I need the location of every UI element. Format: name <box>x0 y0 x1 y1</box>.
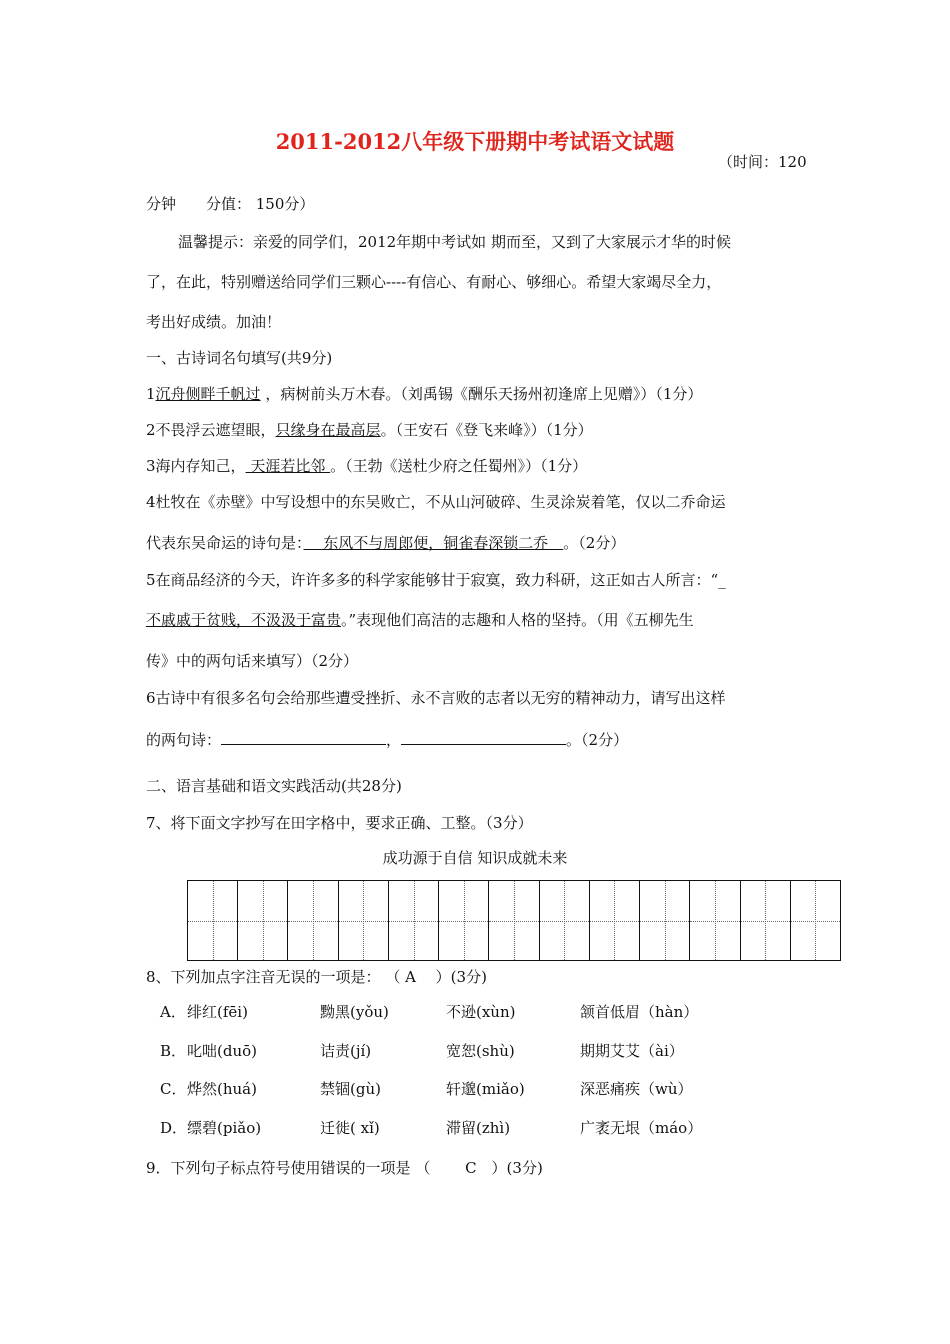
grid-cell[interactable] <box>288 881 338 960</box>
option-b-item-4: 期期艾艾（ài） <box>580 1042 684 1060</box>
option-c-item-2: 禁锢(gù) <box>320 1080 381 1098</box>
q5-answer: 不戚戚于贫贱，不汲汲于富贵 <box>146 611 342 629</box>
grid-cell[interactable] <box>741 881 791 960</box>
q1-number: 1 <box>146 385 156 403</box>
option-d-item-4: 广袤无垠（máo） <box>580 1119 703 1137</box>
q6-blank-1[interactable] <box>221 729 386 745</box>
question-4-line-2 <box>146 533 625 553</box>
grid-cell[interactable] <box>690 881 740 960</box>
q4-text: 。（2分） <box>563 534 626 552</box>
grid-cell[interactable] <box>439 881 489 960</box>
option-a-item-3: 不逊(xùn) <box>446 1003 516 1021</box>
q3-text: 。（王勃《送杜少府之任蜀州》）（1分） <box>330 457 588 475</box>
question-5-line-3: 传》中的两句话来填写）（2分） <box>146 652 359 670</box>
q2-prefix: 2不畏浮云遮望眼， <box>146 421 276 439</box>
copy-text: 成功源于自信 知识成就未来 <box>382 849 568 867</box>
section-2-heading: 二、语言基础和语文实践活动(共28分) <box>146 777 402 795</box>
option-c-label: C． <box>160 1080 187 1098</box>
option-d-item-2: 迁徙( xǐ) <box>320 1119 380 1137</box>
option-b-label: B． <box>160 1042 187 1060</box>
question-5-line-1: 5在商品经济的今天，许许多多的科学家能够甘于寂寞，致力科研，这正如古人所言：“_ <box>146 571 726 589</box>
grid-cell[interactable] <box>640 881 690 960</box>
grid-cell[interactable] <box>791 881 840 960</box>
question-6-line-2 <box>146 729 628 750</box>
section-1-heading: 一、古诗词名句填写(共9分) <box>146 349 333 367</box>
option-d-label: D． <box>160 1119 188 1137</box>
score-note: 分钟 分值： 150分） <box>146 195 315 213</box>
tip-line-2: 了，在此，特别赠送给同学们三颗心----有信心、有耐心、够细心。希望大家竭尽全力， <box>146 273 722 291</box>
question-6-line-1: 6古诗中有很多名句会给那些遭受挫折、永不言败的志者以无穷的精神动力，请写出这样 <box>146 689 726 707</box>
question-5-line-2 <box>146 610 694 630</box>
option-a-item-4: 颔首低眉（hàn） <box>580 1003 699 1021</box>
writing-grid[interactable] <box>187 880 841 961</box>
option-d-item-3: 滞留(zhì) <box>446 1119 511 1137</box>
grid-cell[interactable] <box>188 881 238 960</box>
option-c-item-4: 深恶痛疾（wù） <box>580 1080 693 1098</box>
option-a-item-1: 绯红(fēi) <box>187 1003 248 1021</box>
q3-prefix: 3海内存知己， <box>146 457 246 475</box>
q4-prefix: 代表东吴命运的诗句是： <box>146 534 304 552</box>
option-c-item-1: 烨然(huá) <box>187 1080 257 1098</box>
option-a-label: A． <box>160 1003 186 1021</box>
grid-cell[interactable] <box>389 881 439 960</box>
q2-text: 。（王安石《登飞来峰》）（1分） <box>380 421 593 439</box>
q3-answer: 天涯若比邻 <box>245 457 331 475</box>
q1-answer: 沉舟侧畔千帆过 <box>155 385 261 403</box>
option-b-item-3: 宽恕(shù) <box>446 1042 515 1060</box>
question-8: 8、下列加点字注音无误的一项是： （ A ）(3分) <box>146 968 487 986</box>
option-b-item-1: 叱咄(duō) <box>187 1042 257 1060</box>
question-7: 7、将下面文字抄写在田字格中，要求正确、工整。（3分） <box>146 814 533 832</box>
q4-answer: 东风不与周郎便，铜雀春深锁二乔 <box>303 534 564 552</box>
option-b-item-2: 诘责(jí) <box>320 1042 372 1060</box>
q1-text: ，病树前头万木春。（刘禹锡《酬乐天扬州初逢席上见赠》）（1分） <box>260 385 703 403</box>
option-a-item-2: 黝黑(yǒu) <box>320 1003 389 1021</box>
q6-blank-2[interactable] <box>401 729 566 745</box>
grid-cell[interactable] <box>339 881 389 960</box>
time-note: （时间：120 <box>718 153 807 171</box>
question-1 <box>146 384 702 404</box>
option-d-item-1: 缥碧(piǎo) <box>187 1119 262 1137</box>
page-title: 2011-2012八年级下册期中考试语文试题 <box>275 129 675 154</box>
q5-text: 。”表现他们高洁的志趣和人格的坚持。（用《五柳先生 <box>341 611 694 629</box>
q6-separator: ， <box>386 731 402 749</box>
grid-cell[interactable] <box>489 881 539 960</box>
question-3 <box>146 456 587 476</box>
q6-text: 。（2分） <box>566 731 629 749</box>
tip-line-1: 温馨提示：亲爱的同学们，2012年期中考试如 期而至，又到了大家展示才华的时候 <box>178 233 731 251</box>
q6-prefix: 的两句诗： <box>146 731 222 749</box>
tip-line-3: 考出好成绩。加油！ <box>146 313 282 331</box>
question-2 <box>146 420 593 440</box>
grid-cell[interactable] <box>238 881 288 960</box>
question-9: 9．下列句子标点符号使用错误的一项是 （ C ）(3分) <box>146 1159 543 1177</box>
grid-cell[interactable] <box>540 881 590 960</box>
q2-answer: 只缘身在最高层 <box>275 421 381 439</box>
grid-cell[interactable] <box>590 881 640 960</box>
question-4-line-1: 4杜牧在《赤壁》中写设想中的东吴败亡，不从山河破碎、生灵涂炭着笔，仅以二乔命运 <box>146 493 726 511</box>
option-c-item-3: 轩邈(miǎo) <box>446 1080 525 1098</box>
